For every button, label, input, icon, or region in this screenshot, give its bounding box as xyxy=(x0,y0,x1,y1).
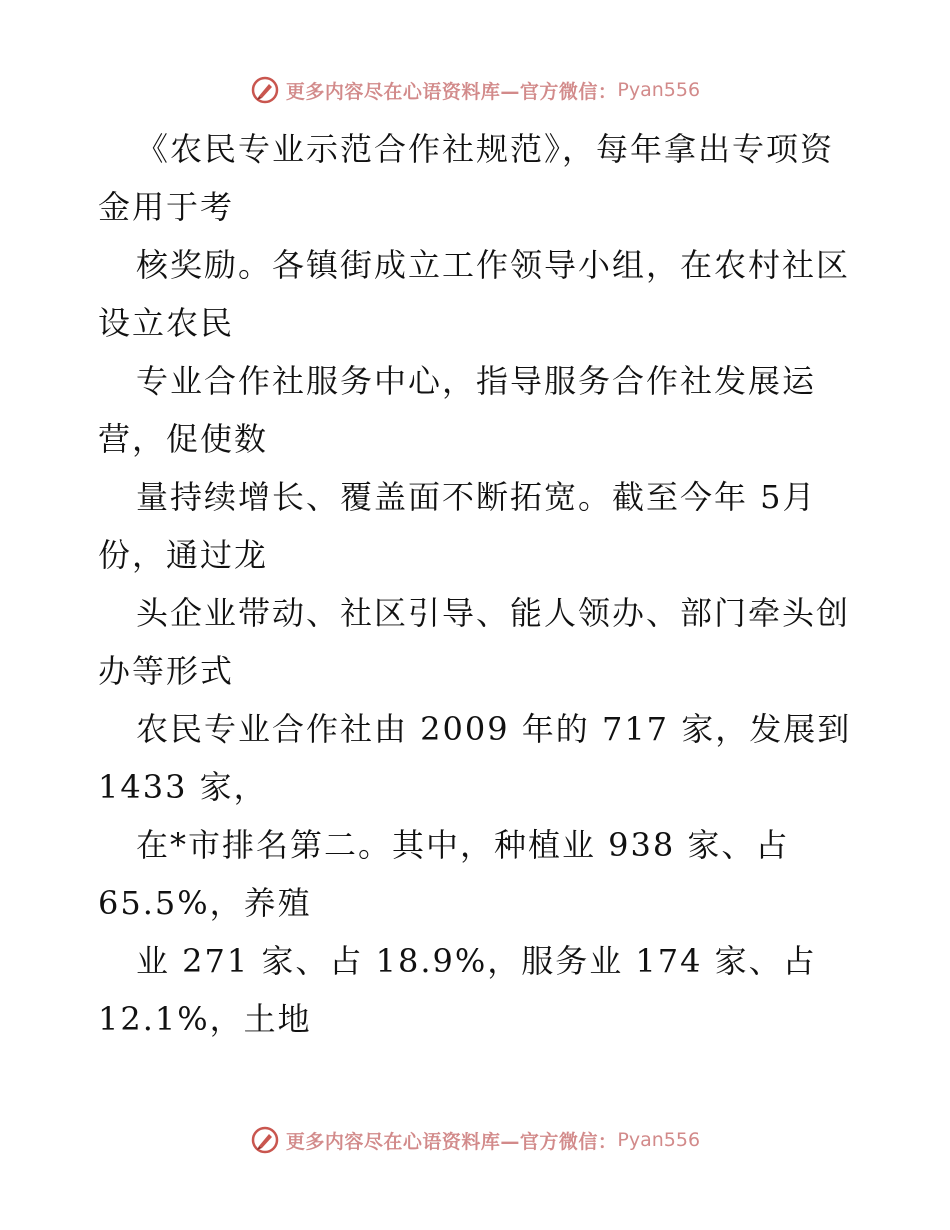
paragraph-line: 农民专业合作社由 2009 年的 717 家，发展到 xyxy=(136,710,852,748)
banner-text: 更多内容尽在心语资料库—官方微信： xyxy=(285,1130,618,1153)
paragraph-6 xyxy=(98,700,858,816)
paragraph-wrap-line: 办等形式 xyxy=(98,652,235,690)
paragraph-4 xyxy=(98,468,858,584)
document-body xyxy=(98,120,858,1048)
footer-banner xyxy=(0,1120,950,1160)
pen-nib-logo-icon xyxy=(250,1125,280,1155)
banner-text: 更多内容尽在心语资料库—官方微信： xyxy=(285,80,618,103)
banner-contact: Pyan556 xyxy=(617,1129,701,1151)
paragraph-line: 专业合作社服务中心，指导服务合作社发展运 xyxy=(136,362,817,400)
pen-nib-logo-icon xyxy=(250,75,280,105)
paragraph-line: 《农民专业示范合作社规范》，每年拿出专项资 xyxy=(136,130,835,168)
paragraph-wrap-line: 65.5%，养殖 xyxy=(98,884,312,922)
paragraph-line: 在*市排名第二。其中，种植业 938 家、占 xyxy=(136,826,790,864)
paragraph-3 xyxy=(98,352,858,468)
paragraph-7 xyxy=(98,816,858,932)
paragraph-line: 业 271 家、占 18.9%，服务业 174 家、占 xyxy=(136,942,817,980)
header-banner xyxy=(0,70,950,110)
paragraph-5 xyxy=(98,584,858,700)
paragraph-wrap-line: 份，通过龙 xyxy=(98,536,269,574)
paragraph-wrap-line: 设立农民 xyxy=(98,304,235,342)
banner-contact: Pyan556 xyxy=(617,79,701,101)
paragraph-wrap-line: 金用于考 xyxy=(98,188,235,226)
paragraph-2 xyxy=(98,236,858,352)
paragraph-wrap-line: 1433 家， xyxy=(98,768,268,806)
paragraph-wrap-line: 营，促使数 xyxy=(98,420,269,458)
paragraph-1 xyxy=(98,120,858,236)
paragraph-line: 核奖励。各镇街成立工作领导小组，在农村社区 xyxy=(136,246,851,284)
paragraph-wrap-line: 12.1%，土地 xyxy=(98,1000,312,1038)
paragraph-line: 头企业带动、社区引导、能人领办、部门牵头创 xyxy=(136,594,851,632)
paragraph-8 xyxy=(98,932,858,1048)
paragraph-line: 量持续增长、覆盖面不断拓宽。截至今年 5月 xyxy=(136,478,817,516)
